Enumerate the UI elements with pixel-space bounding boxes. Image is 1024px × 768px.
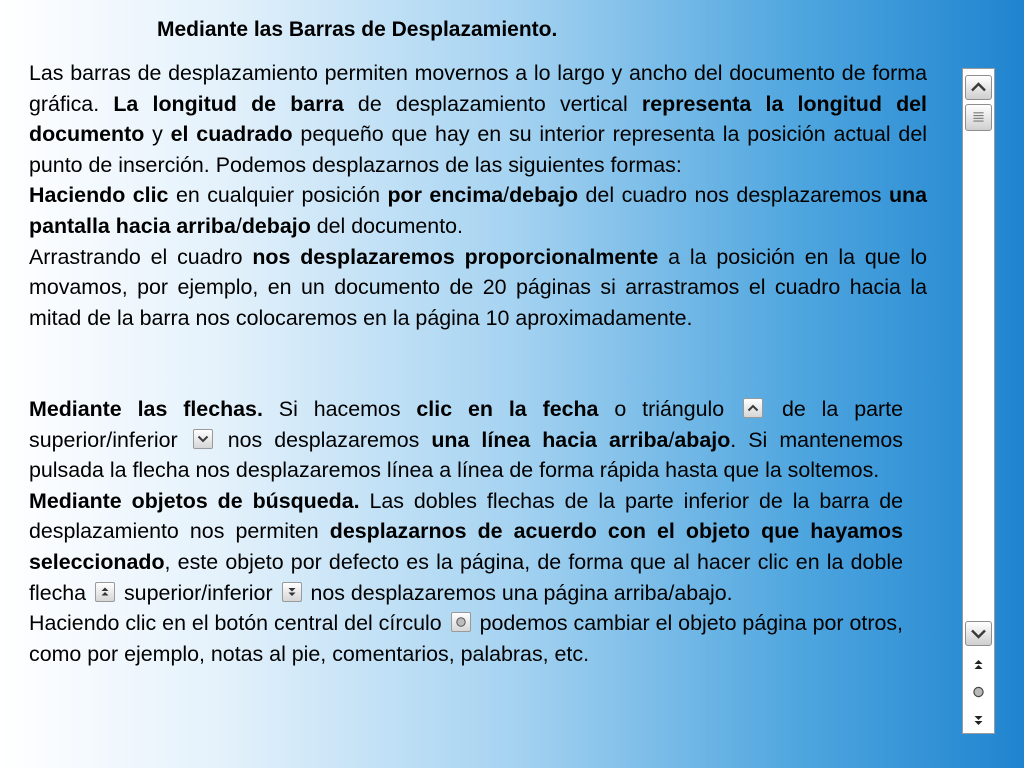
- text: y: [144, 122, 171, 147]
- circle-icon: [451, 612, 471, 632]
- bold-text: Haciendo clic: [29, 183, 169, 208]
- page-title: Mediante las Barras de Desplazamiento.: [157, 18, 558, 41]
- text: del cuadro nos desplazaremos: [578, 183, 889, 208]
- text: podemos cambiar el objeto página por otros, como por ejemplo, notas al pie, comentarios, palabras, etc.: [29, 611, 903, 666]
- bold-text: por encima: [387, 183, 504, 208]
- text: Las barras de desplazamiento permiten movernos a lo largo y ancho del documento de forma gráfica.: [29, 61, 927, 116]
- text: /: [503, 183, 510, 208]
- text: . Si mantenemos pulsada la flecha nos desplazaremos línea a línea de forma rápida hasta que la soltemos.: [29, 427, 903, 483]
- double-down-arrow-icon: [282, 582, 302, 602]
- text: nos desplazaremos: [215, 427, 432, 452]
- down-arrow-icon: [193, 429, 213, 449]
- double-up-arrow-icon: [95, 582, 115, 602]
- bold-text: abajo: [674, 427, 731, 452]
- text: Haciendo clic en el botón central del círculo: [29, 611, 448, 636]
- text: Las dobles flechas de la parte inferior de la barra de desplazamiento nos permiten: [29, 488, 903, 544]
- text: en cualquier posición: [168, 183, 388, 208]
- double-up-arrow-icon: [967, 655, 990, 675]
- text: de desplazamiento vertical: [343, 91, 642, 116]
- bold-text: Mediante las flechas.: [29, 397, 263, 421]
- select-browse-object-button[interactable]: [967, 682, 990, 702]
- text: pequeño que hay en su interior representa la posición actual del punto de inserción. Podemos desplazarnos de las siguientes formas:: [29, 122, 927, 177]
- text: Arrastrando el cuadro: [29, 244, 253, 269]
- chevron-up-icon: [966, 76, 991, 99]
- bold-text: clic en la fecha: [416, 397, 599, 421]
- grip-icon: [966, 105, 991, 128]
- text: , este objeto por defecto es la página, de forma que al hacer clic en la doble flecha: [29, 549, 903, 605]
- bold-text: nos desplazaremos proporcionalmente: [252, 244, 659, 269]
- chevron-down-icon: [966, 622, 991, 645]
- scroll-up-button[interactable]: [965, 75, 992, 100]
- circle-icon: [967, 682, 990, 702]
- double-down-arrow-icon: [967, 710, 990, 730]
- bold-text: una pantalla hacia arriba: [29, 183, 927, 238]
- bold-text: el cuadrado: [170, 122, 293, 147]
- text: o triángulo: [598, 397, 741, 421]
- text: /: [668, 427, 675, 452]
- bold-text: debajo: [509, 183, 579, 208]
- text: a la posición en la que lo movamos, por ejemplo, en un documento de 20 páginas si arrastramos el cuadro hacia la mitad de la barra nos colocaremos en la página 10 aproximadamente.: [29, 244, 927, 330]
- text: de la parte superior/inferior: [29, 397, 903, 452]
- paragraph-scrollbars: [29, 58, 927, 333]
- text: /: [235, 213, 242, 238]
- scroll-thumb[interactable]: [965, 104, 992, 131]
- text: Si hacemos: [262, 397, 417, 421]
- bold-text: debajo: [241, 213, 311, 238]
- bold-text: una línea hacia arriba: [431, 427, 669, 452]
- text: superior/inferior: [118, 580, 279, 605]
- vertical-scrollbar[interactable]: [962, 68, 995, 734]
- bold-text: Mediante objetos de búsqueda.: [29, 488, 360, 513]
- up-arrow-icon: [743, 398, 763, 418]
- text: nos desplazaremos una página arriba/abajo.: [304, 580, 733, 605]
- bold-text: desplazarnos de acuerdo con el objeto que hayamos seleccionado: [29, 519, 903, 574]
- next-page-button[interactable]: [967, 710, 990, 730]
- text: del documento.: [310, 213, 463, 238]
- paragraph-arrows: [29, 394, 903, 669]
- bold-text: representa la longitud del documento: [29, 91, 927, 147]
- scroll-down-button[interactable]: [965, 621, 992, 646]
- bold-text: La longitud de barra: [113, 91, 344, 116]
- previous-page-button[interactable]: [967, 655, 990, 675]
